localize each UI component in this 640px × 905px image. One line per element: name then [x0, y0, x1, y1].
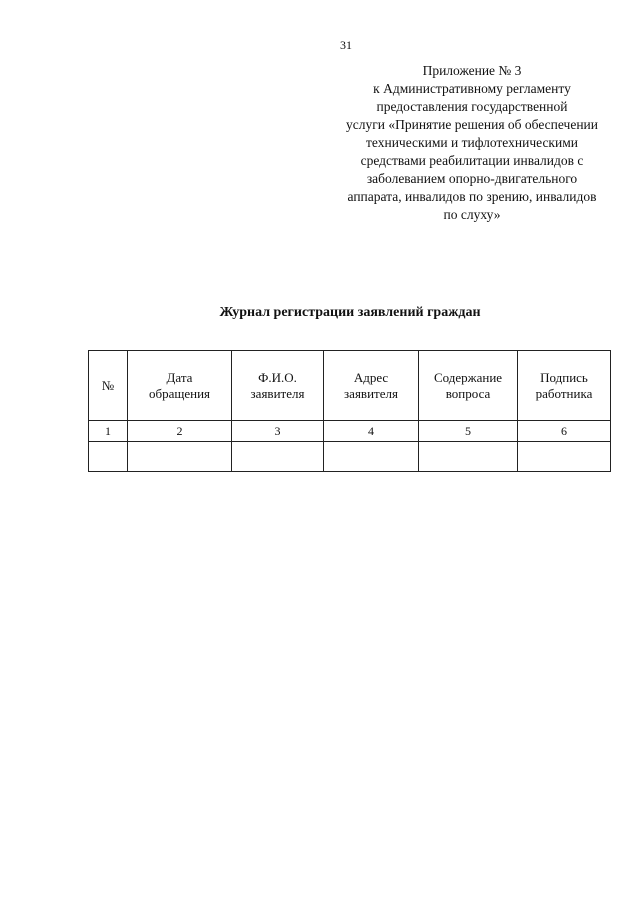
appendix-line: к Административному регламенту	[373, 81, 571, 96]
appendix-line: по слуху»	[443, 207, 501, 222]
table-cell	[419, 442, 518, 472]
header-name	[232, 351, 324, 421]
appendix-header	[312, 62, 632, 224]
appendix-line: техническими и тифлотехническими	[366, 135, 578, 150]
header-date	[128, 351, 232, 421]
header-signature	[518, 351, 611, 421]
appendix-line: услуги «Принятие решения об обеспечении	[345, 117, 599, 132]
table-row	[89, 442, 611, 472]
column-number-cell: 2	[128, 421, 232, 442]
page-number: 31	[340, 38, 352, 52]
table-cell	[128, 442, 232, 472]
table-cell	[324, 442, 419, 472]
header-label: Дата	[166, 369, 193, 385]
appendix-line: аппарата, инвалидов по зрению, инвалидов	[347, 189, 597, 204]
header-label: Ф.И.О.	[258, 369, 297, 385]
table-cell	[89, 442, 128, 472]
column-number-cell: 3	[232, 421, 324, 442]
header-label: Содержание	[433, 369, 503, 385]
header-address	[324, 351, 419, 421]
column-number-row	[89, 421, 611, 442]
header-label: Адрес	[353, 369, 389, 385]
column-number-cell: 4	[324, 421, 419, 442]
header-content	[419, 351, 518, 421]
column-number-cell: 6	[518, 421, 611, 442]
table-cell	[518, 442, 611, 472]
header-label: №	[101, 377, 115, 393]
column-number-cell: 5	[419, 421, 518, 442]
appendix-line: Приложение № 3	[422, 63, 522, 78]
header-number	[89, 351, 128, 421]
appendix-line: средствами реабилитации инвалидов с	[360, 153, 584, 168]
table-cell	[232, 442, 324, 472]
header-label: вопроса	[445, 385, 491, 401]
header-label: обращения	[148, 385, 211, 401]
registration-journal-table	[88, 350, 611, 472]
column-number-cell: 1	[89, 421, 128, 442]
header-label: заявителя	[344, 385, 398, 401]
header-label: Подпись	[540, 369, 588, 385]
table-header-row	[89, 351, 611, 421]
header-label: заявителя	[250, 385, 305, 401]
journal-title: Журнал регистрации заявлений граждан	[219, 305, 481, 320]
appendix-line: заболеванием опорно-двигательного	[366, 171, 578, 186]
header-label: работника	[535, 385, 593, 401]
appendix-line: предоставления государственной	[376, 99, 568, 114]
